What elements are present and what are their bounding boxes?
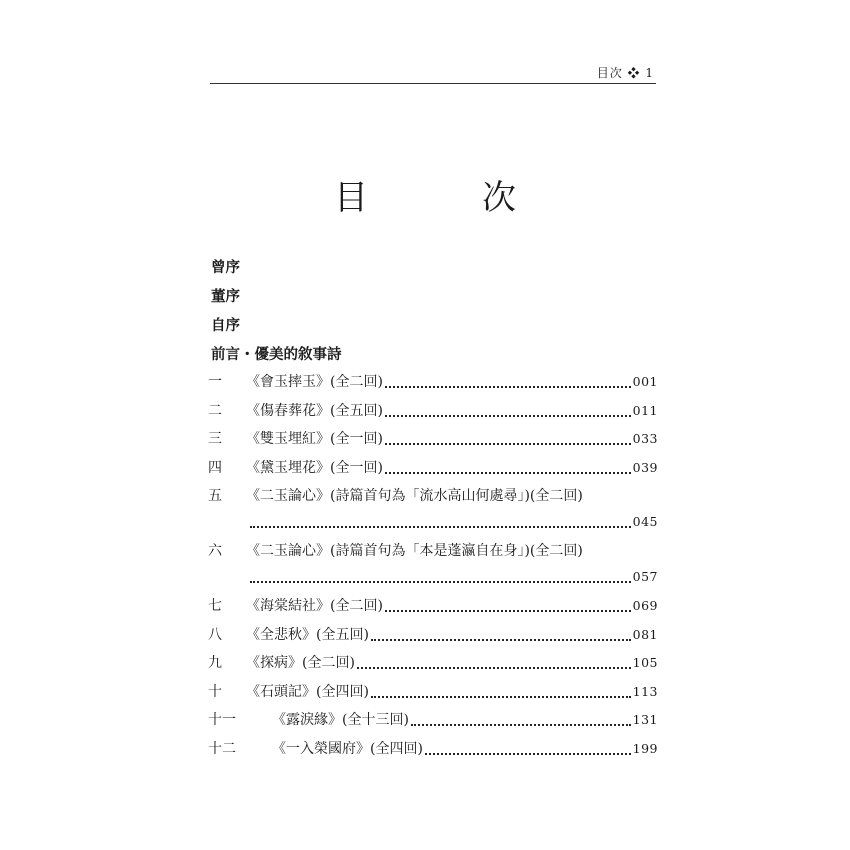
toc-entry-title: 《二玉論心》(詩篇首句為「本是蓬瀛自在身」)(全二回) [246, 543, 583, 559]
toc-entry[interactable] [208, 680, 658, 709]
toc-entry-page: 105 [632, 655, 658, 670]
toc-entry[interactable] [208, 594, 658, 623]
preface-item[interactable]: 曾序 [211, 260, 240, 276]
toc-entry-title: 《傷春葬花》(全五回) [246, 402, 383, 419]
toc-entry-page: 001 [632, 374, 658, 389]
toc-entry-number: 一 [208, 374, 222, 390]
toc-entry[interactable] [208, 539, 658, 594]
table-of-contents [208, 370, 658, 765]
toc-entry-number: 三 [208, 431, 222, 447]
dot-leader [250, 573, 631, 583]
toc-entry-number: 十 [208, 683, 222, 700]
toc-entry[interactable] [208, 456, 658, 485]
toc-entry-page: 039 [632, 459, 658, 475]
page-title: 目 次 [334, 178, 556, 218]
toc-entry-title: 《全悲秋》(全五回) [246, 626, 369, 643]
dot-leader [385, 407, 631, 417]
running-header-text: 目次 ❖ 1 [596, 66, 654, 80]
dot-leader [411, 716, 631, 726]
toc-entry-title: 《二玉論心》(詩篇首句為「流水高山何處尋」)(全二回) [246, 488, 583, 504]
toc-entry-page: 081 [632, 626, 658, 642]
dot-leader [385, 602, 631, 612]
toc-entry-page: 113 [632, 683, 658, 699]
toc-entry-number: 九 [208, 655, 222, 671]
toc-entry-title: 《會玉摔玉》(全二回) [246, 374, 383, 390]
toc-entry-title: 《黛玉埋花》(全一回) [246, 459, 383, 476]
toc-entry-page: 033 [632, 431, 658, 446]
dot-leader [425, 745, 631, 755]
toc-entry-page: 069 [632, 598, 658, 613]
toc-entry-number: 十一 [208, 712, 236, 728]
toc-entry[interactable] [208, 708, 658, 737]
preface-list [211, 257, 342, 373]
toc-entry-number: 四 [208, 459, 222, 476]
toc-entry-number: 十二 [208, 740, 236, 757]
preface-item[interactable]: 自序 [211, 318, 240, 334]
toc-entry-title: 《雙玉埋紅》(全一回) [246, 431, 383, 447]
toc-entry-title: 《一入榮國府》(全四回) [272, 740, 423, 757]
toc-entry-number: 六 [208, 543, 222, 559]
toc-entry-number: 七 [208, 598, 222, 614]
toc-entry-page: 045 [632, 514, 658, 529]
toc-entry-title: 《探病》(全二回) [246, 655, 355, 671]
dot-leader [385, 464, 631, 474]
toc-entry-number: 五 [208, 488, 222, 504]
toc-entry-page: 199 [632, 740, 658, 756]
toc-entry-number: 二 [208, 402, 222, 419]
toc-entry-page: 131 [632, 712, 658, 727]
dot-leader [385, 435, 631, 445]
dot-leader [371, 688, 631, 698]
running-header [210, 60, 656, 84]
toc-entry[interactable] [208, 737, 658, 766]
toc-entry[interactable] [208, 623, 658, 652]
toc-entry-title: 《海棠結社》(全二回) [246, 598, 383, 614]
toc-entry[interactable] [208, 484, 658, 539]
preface-item[interactable]: 前言・優美的敘事詩 [211, 347, 342, 363]
dot-leader [371, 631, 631, 641]
dot-leader [357, 659, 631, 669]
toc-entry-title: 《露淚緣》(全十三回) [272, 712, 409, 728]
toc-entry[interactable] [208, 651, 658, 680]
toc-entry-number: 八 [208, 626, 222, 643]
toc-entry[interactable] [208, 370, 658, 399]
dot-leader [385, 378, 631, 388]
toc-entry-title: 《石頭記》(全四回) [246, 683, 369, 700]
toc-entry[interactable] [208, 427, 658, 456]
toc-entry-page: 011 [632, 402, 658, 418]
toc-entry[interactable] [208, 399, 658, 428]
preface-item[interactable]: 董序 [211, 289, 240, 305]
toc-entry-page: 057 [632, 569, 658, 584]
dot-leader [250, 518, 631, 528]
